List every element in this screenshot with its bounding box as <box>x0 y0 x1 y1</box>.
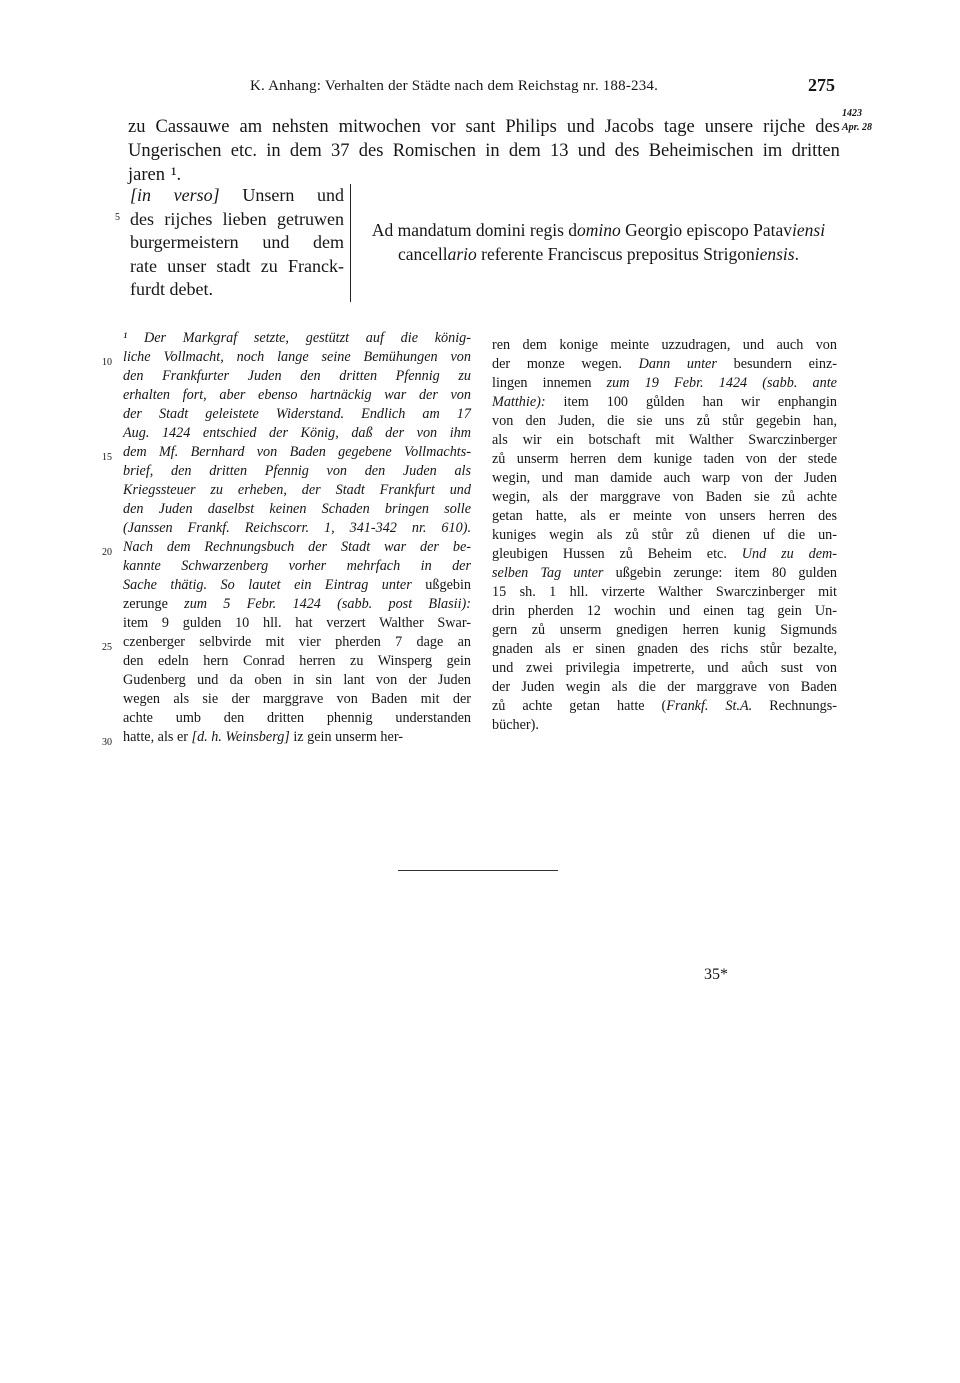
footnote-line: achte umb den dritten phennig understanden <box>123 710 471 726</box>
footnote-line: erhalten fort, aber ebenso hartnäckig war der von <box>123 387 471 403</box>
end-rule <box>398 870 558 871</box>
footnote-line: wegin, und man damide auch warp von der Juden <box>492 470 837 486</box>
footnote-line: gern zů unserm gnedigen herren kunig Sigmunds <box>492 622 837 638</box>
footnote-line: den Frankfurter Juden den dritten Pfennig zu <box>123 368 471 384</box>
footnote-line: gnaden als er sinen gnaden des richs stůr bezalte, <box>492 641 837 657</box>
footnote-line: item 9 gulden 10 hll. hat verzert Walther Swar- <box>123 615 471 631</box>
footnote-line: von den Juden, die sie uns zů stůr gegebin han, <box>492 413 837 429</box>
footnote-line: 15 sh. 1 hll. virzerte Walther Swarczinberger mit <box>492 584 837 600</box>
footnote-line: Sache thätig. So lautet ein Eintrag unter ußgebin <box>123 577 471 593</box>
footnote-right-column <box>492 336 837 735</box>
footnote-line: zerunge zum 5 Febr. 1424 (sabb. post Blasii): <box>123 596 471 612</box>
line-number: 5 <box>115 212 120 223</box>
body-line: jaren ¹. <box>128 165 182 185</box>
footnote-line: kannte Schwarzenberg vorher mehrfach in der <box>123 558 471 574</box>
footnote-line: gleubigen Hussen zů Beheim etc. Und zu dem- <box>492 546 837 562</box>
footnote-line: (Janssen Frankf. Reichscorr. 1, 341-342 nr. 610). <box>123 520 471 536</box>
footnote-line: ren dem konige meinte uzzudragen, und auch von <box>492 337 837 353</box>
footnote-line: wegin, als der marggrave von Baden sie zů achte <box>492 489 837 505</box>
footnote-line: brief, den dritten Pfennig von den Juden als <box>123 463 471 479</box>
footnote-line: Gudenberg und da oben in sin lant von der Juden <box>123 672 471 688</box>
margin-date-year: 1423 <box>842 108 862 119</box>
footnote-line: zů unserm herren dem kunige taden von der stede <box>492 451 837 467</box>
address-line: [in verso] Unsern und <box>130 185 344 205</box>
footnote-line: bücher). <box>492 717 539 733</box>
footnote-line: czenberger selbvirde mit vier pherden 7 dage an <box>123 634 471 650</box>
footnote-line: den edeln hern Conrad herren zu Winsperg gein <box>123 653 471 669</box>
footnote-line: Matthie): item 100 gůlden han wir enphangin <box>492 394 837 410</box>
signature-mark: 35* <box>704 966 728 983</box>
address-in-verso <box>130 184 351 302</box>
footnote-line: und zwei privilegia impetrerte, und aůch sust von <box>492 660 837 676</box>
footnote-left-column <box>123 329 471 747</box>
address-line: des rijches lieben getruwen <box>130 208 344 229</box>
line-number: 20 <box>102 547 112 558</box>
address-line: rate unser stadt zu Franck- <box>130 255 344 276</box>
running-header: K. Anhang: Verhalten der Städte nach dem Reichstag nr. 188-234. <box>250 78 659 94</box>
body-line: Ungerischen etc. in dem 37 des Romischen in dem 13 und des Beheimischen im dritten <box>128 141 840 161</box>
footnote-line: Nach dem Rechnungsbuch der Stadt war der be- <box>123 539 471 555</box>
footnote-line: hatte, als er [d. h. Weinsberg] iz gein unserm her- <box>123 729 403 745</box>
footnote-line: kuniges wegin als zů stůr zů dienen uf die un- <box>492 527 837 543</box>
mandate-line: cancellario referente Franciscus prepositus Strigoniensis. <box>398 244 799 264</box>
footnote-line: den Juden daselbst keinen Schaden bringen solle <box>123 501 471 517</box>
footnote-line: ¹ Der Markgraf setzte, gestützt auf die könig- <box>123 330 471 346</box>
line-number: 30 <box>102 737 112 748</box>
footnote-line: der Stadt geleistete Widerstand. Endlich am 17 <box>123 406 471 422</box>
footnote-line: getan hatte, als er meinte von unsers herren des <box>492 508 837 524</box>
line-number: 10 <box>102 357 112 368</box>
footnote-line: drin pherden 12 wochin und einen tag gein Un- <box>492 603 837 619</box>
footnote-line: Kriegssteuer zu erheben, der Stadt Frankfurt und <box>123 482 471 498</box>
address-line: furdt debet. <box>130 279 213 300</box>
page-number: 275 <box>808 75 835 95</box>
footnote-line: dem Mf. Bernhard von Baden gegebene Vollmachts- <box>123 444 471 460</box>
footnote-line: wegen als sie der marggrave von Baden mit der <box>123 691 471 707</box>
footnote-line: Aug. 1424 entschied der König, daß der von ihm <box>123 425 471 441</box>
chancery-note <box>356 218 841 266</box>
footnote-line: zů achte getan hatte (Frankf. St.A. Rechnungs- <box>492 698 837 714</box>
footnote-line: der Juden wegin als die der marggrave von Baden <box>492 679 837 695</box>
footnote-line: als wir ein botschaft mit Walther Swarczinberger <box>492 432 837 448</box>
mandate-line: Ad mandatum domini regis domino Georgio episcopo Pataviensi <box>371 220 826 240</box>
line-number: 25 <box>102 642 112 653</box>
address-line: burgermeistern und dem <box>130 232 344 253</box>
body-line: zu Cassauwe am nehsten mitwochen vor sant Philips und Jacobs tage unsere rijche des <box>128 117 840 137</box>
footnote-line: lingen innemen zum 19 Febr. 1424 (sabb. ante <box>492 375 837 391</box>
footnote-line: der monze wegen. Dann unter besundern einz- <box>492 356 837 372</box>
margin-date-day: Apr. 28 <box>842 122 873 133</box>
footnote-line: liche Vollmacht, noch lange seine Bemühungen von <box>123 349 471 365</box>
charter-dating-clause <box>128 115 840 187</box>
footnote-line: selben Tag unter ußgebin zerunge: item 80 gulden <box>492 565 837 581</box>
line-number: 15 <box>102 452 112 463</box>
